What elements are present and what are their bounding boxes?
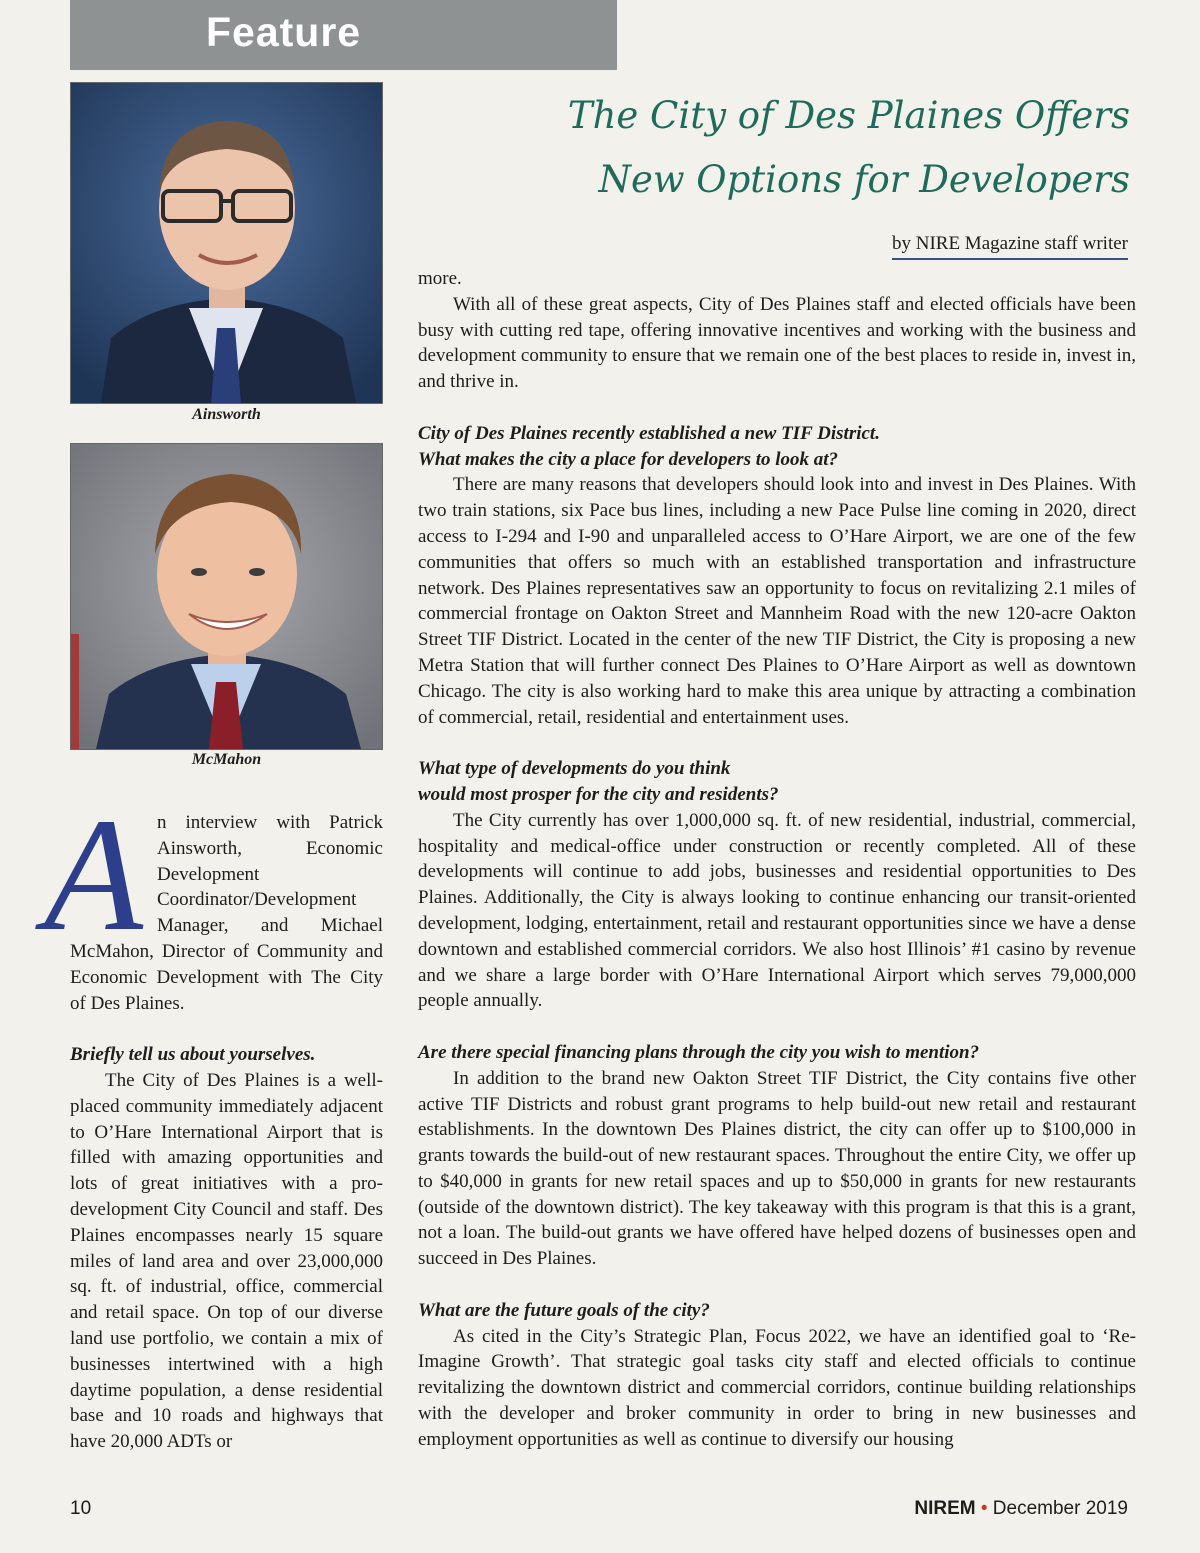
answer-1-part-2: more. [418, 268, 462, 289]
answer-5: As cited in the City’s Strategic Plan, Focus 2022, we have an identified goal to ‘Re-Imagine Growth’. That strategic goal tasks city staff and elected officials to continue revitalizing the downtown district and commercial corridors, continue building relationships with the developer and broker community in order to bring in new businesses and employment opportunities as well as continue to diversify our housing [418, 1325, 1136, 1450]
magazine-footer [914, 1498, 1128, 1520]
headline-line-1: The City of Des Plaines Offers [567, 94, 1130, 137]
question-5: What are the future goals of the city? [418, 1299, 710, 1321]
question-3-line-2: would most prosper for the city and residents? [418, 783, 779, 805]
headline-line-2: New Options for Developers [598, 158, 1130, 201]
answer-1-part-1: The City of Des Plaines is a well-placed community immediately adjacent to O’Hare International Airport that is filled with amazing opportunities and lots of great initiatives with a pro-development City Council and staff. Des Plaines encompasses nearly 15 square miles of land area and over 23,000,000 sq. ft. of industrial, office, commercial and retail space. On top of our diverse land use portfolio, we contain a mix of businesses intertwined with a high daytime population, a dense residential base and 10 roads and highways that have 20,000 ADTs or [70, 1069, 383, 1453]
byline: by NIRE Magazine staff writer [892, 233, 1128, 260]
page-number: 10 [70, 1498, 92, 1519]
article-headline [430, 84, 1130, 212]
right-column [418, 266, 1136, 1453]
intro-paragraph [44, 786, 383, 1016]
question-4: Are there special financing plans through the city you wish to mention? [418, 1041, 980, 1063]
photo-mcmahon [70, 443, 383, 750]
answer-2: There are many reasons that developers should look into and invest in Des Plaines. With two train stations, six Pace bus lines, including a new Pace Pulse line coming in 2020, direct access to I-294 and I-90 and unparalleled access to O’Hare Airport, we are one of the few communities that offers so much with an established transportation and infrastructure network. Des Plaines representatives saw an opportunity to focus on revitalizing 2.1 miles of commercial frontage on Oakton Street and Mannheim Road with the new 120-acre Oakton Street TIF District. Located in the center of the new TIF District, the City is proposing a new Metra Station that will further connect Des Plaines to O’Hare Airport as well as downtown Chicago. The city is also working hard to make this area unique by attracting a combination of commercial, retail, residential and entertainment uses. [418, 474, 1136, 728]
question-1: Briefly tell us about yourselves. [70, 1044, 316, 1066]
intro-text: n interview with Patrick Ainsworth, Economic Development Coordinator/Development Manager, and Michael McMahon, Director of Community and Economic Development with The City of Des Plaines. [70, 812, 383, 1014]
photo-caption-ainsworth: Ainsworth [192, 406, 261, 423]
drop-cap: A [44, 786, 143, 965]
section-label: Feature [206, 9, 362, 55]
left-column [44, 786, 383, 1455]
question-2-line-1: City of Des Plaines recently established a new TIF District. [418, 422, 880, 444]
answer-3: The City currently has over 1,000,000 sq. ft. of new residential, industrial, commercial, hospitality and medical-office under construction or recently completed. All of these developments will continue to add jobs, businesses and residential opportunities to Des Plaines. Additionally, the City is always looking to continue enhancing our transit-oriented development, lodging, entertainment, retail and restaurant opportunities since we have a dense downtown and established commercial corridors. We also host Illinois’ #1 casino by revenue and we share a large border with O’Hare International Airport which serves 79,000,000 people annually. [418, 809, 1136, 1012]
magazine-name: NIREM [914, 1498, 976, 1519]
photo-ainsworth [70, 82, 383, 404]
photo-caption-mcmahon: McMahon [191, 751, 262, 768]
question-3-line-1: What type of developments do you think [418, 758, 731, 780]
section-banner [70, 0, 617, 70]
answer-1-paragraph-2: With all of these great aspects, City of Des Plaines staff and elected officials have been busy with cutting red tape, offering innovative incentives and working with the business and development community to ensure that we remain one of the best places to reside in, invest in, and thrive in. [418, 293, 1136, 393]
issue-date: December 2019 [992, 1498, 1128, 1519]
question-2-line-2: What makes the city a place for developers to look at? [418, 448, 839, 470]
answer-4: In addition to the brand new Oakton Street TIF District, the City contains five other active TIF Districts and robust grant programs to help build-out new retail and restaurant establishments. In the downtown Des Plaines district, the city can offer up to $100,000 in grants towards the build-out of new restaurant spaces. Throughout the entire City, we offer up to $40,000 in grants for new retail spaces and up to $50,000 in grants for new restaurants (outside of the downtown district). The key takeaway with this program is that this is a grant, not a loan. The build-out grants we have offered have helped dozens of businesses open and succeed in Des Plaines. [418, 1067, 1136, 1270]
footer-bullet: • [980, 1498, 988, 1519]
